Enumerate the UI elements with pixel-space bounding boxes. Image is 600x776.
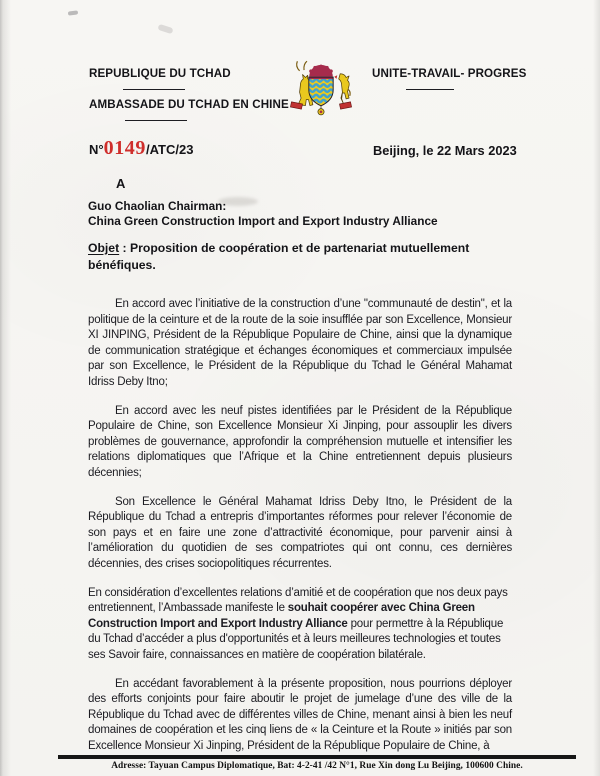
letterhead-right: [372, 67, 526, 90]
paragraph-4-bold-alliance: souhait coopérer avec China Green Construction Import and Export Industry Alliance: [88, 602, 475, 630]
letterhead-left: [89, 67, 289, 121]
ref-number-stamp: 0149: [103, 137, 146, 159]
scan-artifact: [157, 24, 173, 34]
scan-edge-shadow: [0, 0, 11, 776]
date-line: Beijing, le 22 Mars 2023: [373, 143, 517, 158]
scan-edge-shadow: [593, 0, 600, 776]
reference-number: [89, 138, 193, 158]
scan-artifact: [68, 10, 78, 15]
paragraph-nine-tracks: En accord avec les neuf pistes identifiées par le Président de la République Populaire de Chine, son Excellence Monsieur Xi Jinping, pour assouplir les divers problèmes de gouvernance, approfondir la compréhension mutuelle et intensifier les relations diplomatiques que l’Afrique et la Chine entretiennent depuis plusieurs décennies;: [88, 404, 512, 479]
recipient-organization: China Green Construction Import and Export Industry Alliance: [88, 213, 438, 228]
paragraph-initiative: En accord avec l’initiative de la construction d’une "communauté de destin", et la politique de la ceinture et de la route de la soie insufflée par son Excellence, Monsieur XI JINPING, Président de la République Populaire de Chine, ainsi que la dynamique de communication stratégique et échanges économiques et commerciaux impulsée par son Excellence, le Président de la République du Tchad le Général Mahamat Idriss Deby Itno;: [88, 298, 512, 388]
subject-text: Proposition de coopération et de partenariat mutuellement bénéfiques.: [88, 241, 470, 272]
divider: [125, 120, 187, 121]
ref-prefix: N°: [89, 142, 104, 157]
footer-address: Adresse: Tayuan Campus Diplomatique, Bat: 4-2-41 /42 N°1, Rue Xin dong Lu Beijing, 100600 Chine.: [111, 761, 523, 771]
embassy-title: AMBASSADE DU TCHAD EN CHINE: [89, 98, 289, 111]
paragraph-reforms: Son Excellence le Général Mahamat Idriss Deby Itno, le Président de la République du Tchad a entrepris d’importantes réformes pour relever l’économie de son pays et en faire une zone d’attractivité économique, pour parvenir ainsi à l’amélioration du quotidien de ses compatriotes qui ont connu, ces dernières décennies, des crises sociopolitiques récurrentes.: [88, 495, 512, 570]
ref-suffix: /ATC/23: [146, 142, 194, 157]
letter-body: [88, 297, 512, 768]
paragraph-4-text: pour permettre à la République du Tchad d’accéder a plus d'opportunités et à leurs meilleures technologies et toutes ses Savoir faire, connaissances en matière de coopération bilatérale.: [88, 617, 504, 661]
recipient-block: [88, 199, 438, 229]
republic-title: REPUBLIQUE DU TCHAD: [89, 67, 231, 80]
paragraph-cooperation-wish: [88, 586, 512, 664]
salutation: A: [116, 176, 126, 191]
national-motto: UNITE-TRAVAIL- PROGRES: [372, 67, 527, 80]
paragraph-twinning: En accédant favorablement à la présente proposition, nous pourrions déployer des efforts conjoints pour faire aboutir le projet de jumelage d’une des ville de la République du Tchad avec de différentes villes de Chine, menant ainsi à bien les neuf domaines de coopération et les cinq liens de « la Ceinture et la Route » initiés par son Excellence Monsieur Xi Jinping, Président de la République Populaire de Chine, à: [88, 677, 512, 752]
subject-line: [88, 240, 535, 273]
paragraph-4-text: En considération d’excellentes relations d’amitié et de coopération que nos deux pays entretiennent, l’Ambassade manifeste le: [88, 586, 508, 614]
footer-rule: [58, 755, 576, 759]
subject-separator: :: [119, 241, 130, 255]
recipient-name: Guo Chaolian Chairman:: [88, 199, 227, 213]
chad-coat-of-arms-icon: [283, 59, 359, 121]
divider: [406, 89, 454, 90]
subject-label: Objet: [88, 241, 120, 255]
divider: [123, 89, 185, 90]
